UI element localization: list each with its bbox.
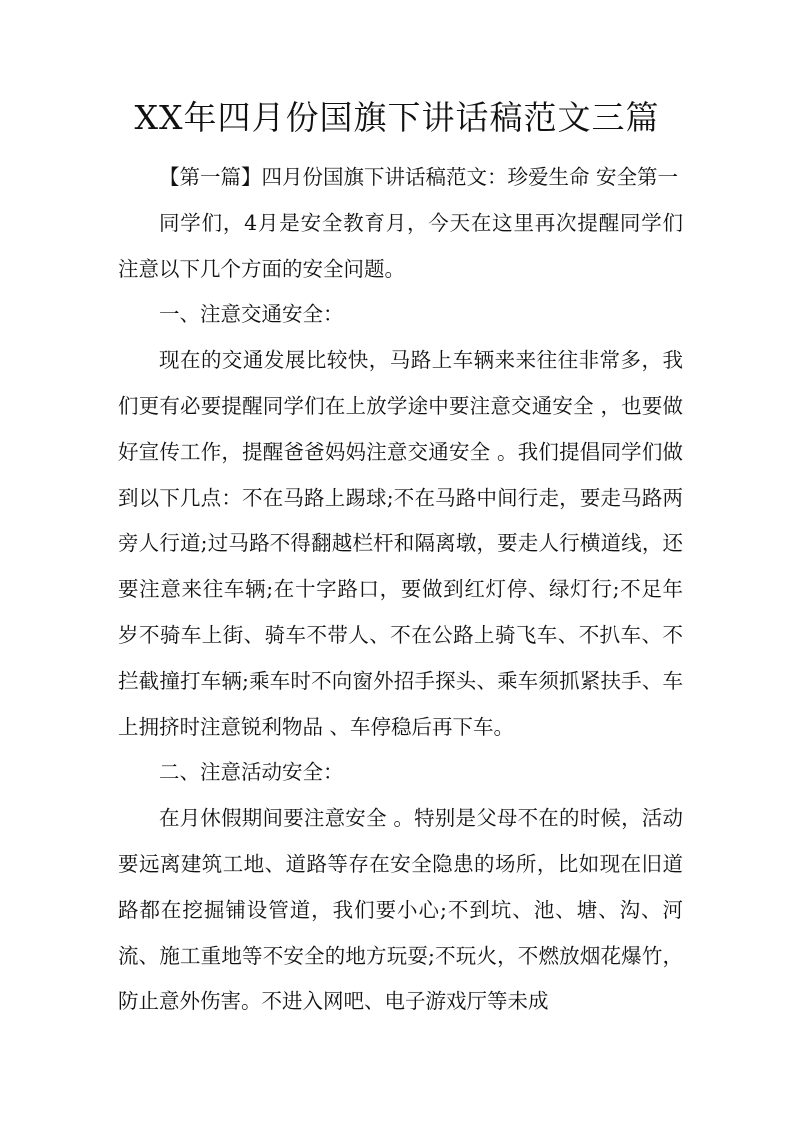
document-title: XX年四月份国旗下讲话稿范文三篇: [134, 98, 660, 137]
paragraph-section-heading: 【第一篇】四月份国旗下讲话稿范文：珍爱生命 安全第一: [159, 165, 679, 189]
paragraph-activity-safety: 在月休假期间要注意安全 。特别是父母不在的时候，活动要远离建筑工地、道路等存在安全隐患的场所，比如现在旧道路都在挖掘铺设管道，我们要小心;不到坑、池、塘、沟、河流、施工重地等不安全的地方玩耍;不玩火，不燃放烟花爆竹，防止意外伤害。不进入网吧、电子游戏厅等未成: [118, 806, 683, 1014]
document-body: [118, 155, 683, 1025]
paragraph-intro: 同学们，4月是安全教育月，今天在这里再次提醒同学们注意以下几个方面的安全问题。: [118, 210, 683, 281]
paragraph-traffic-safety: 现在的交通发展比较快，马路上车辆来来往往非常多，我们更有必要提醒同学们在上放学途中要注意交通安全 ，也要做好宣传工作，提醒爸爸妈妈注意交通安全 。我们提倡同学们做到以下几点：不在马路上踢球;不在马路中间行走，要走马路两旁人行道;过马路不得翻越栏杆和隔离墩，要走人行横道线，还要注意来往车辆;在十字路口，要做到红灯停、绿灯行;不足年岁不骑车上街、骑车不带人、不在公路上骑飞车、不扒车、不拦截撞打车辆;乘车时不向窗外招手探头、乘车须抓紧扶手、车上拥挤时注意锐利物品 、车停稳后再下车。: [118, 348, 683, 739]
paragraph-heading-traffic: 一、注意交通安全：: [159, 302, 344, 327]
paragraph-heading-activity: 二、注意活动安全：: [159, 760, 344, 785]
